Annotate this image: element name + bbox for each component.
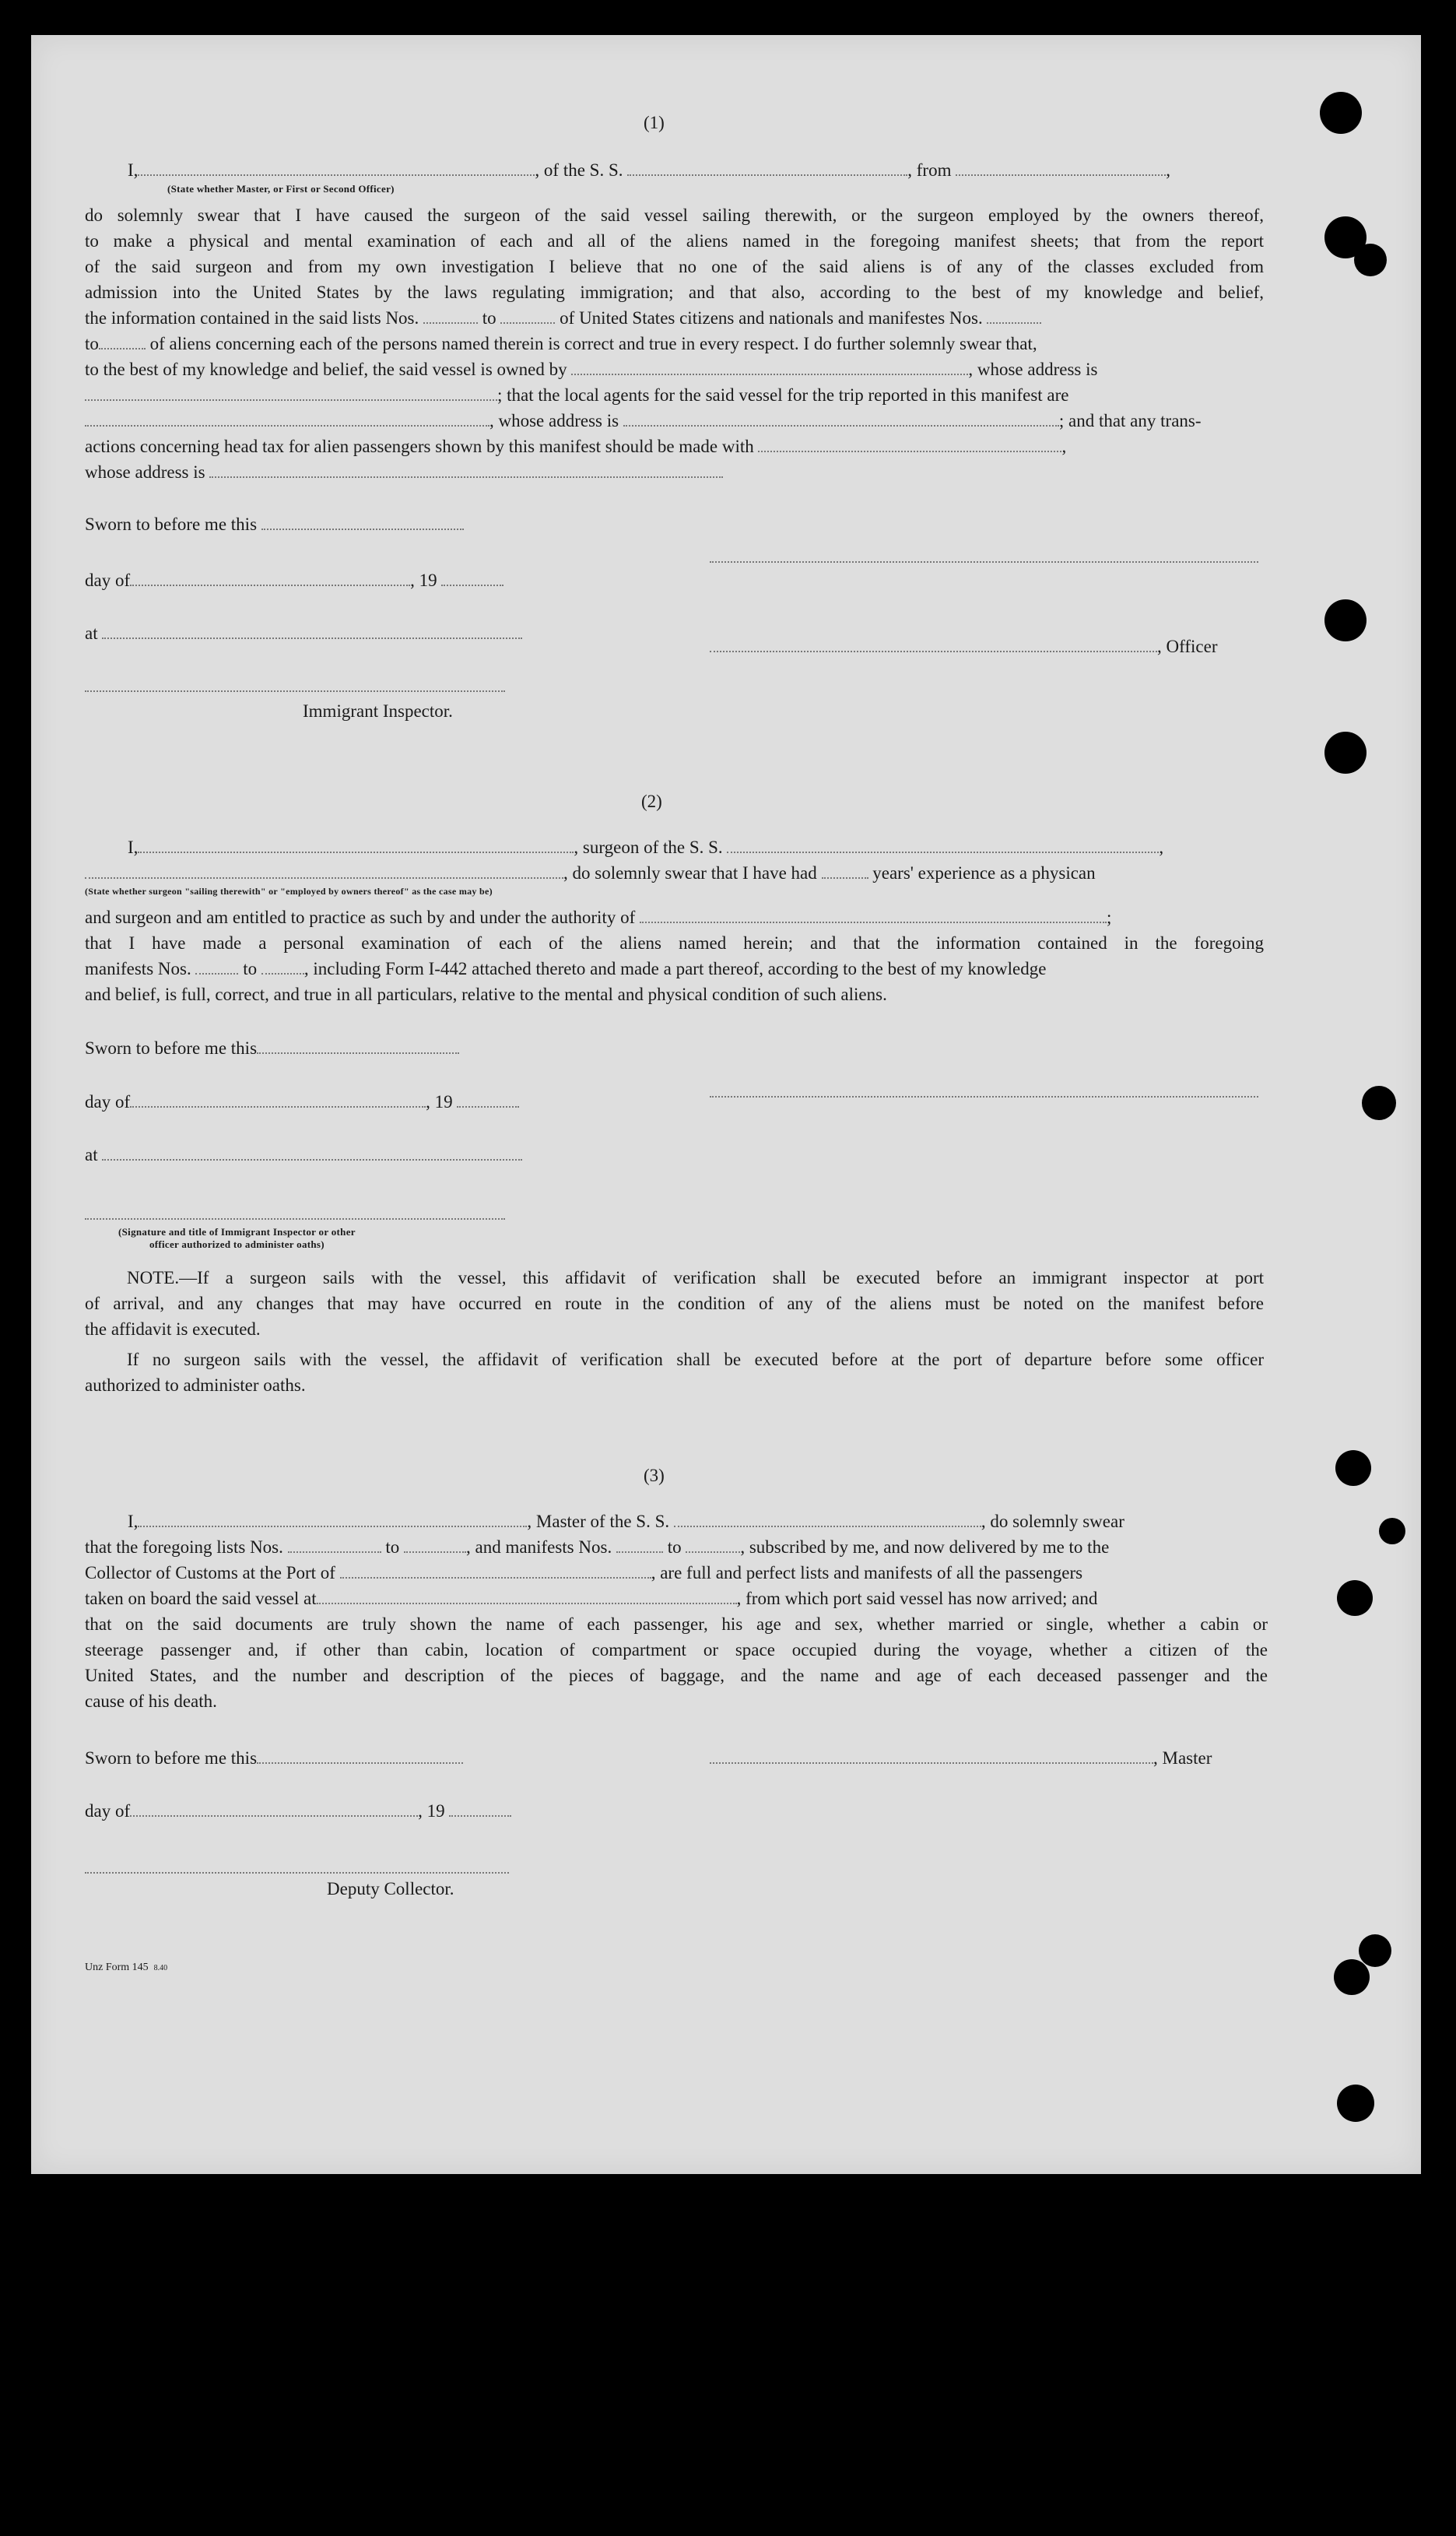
- section2-heading: (2): [641, 792, 662, 811]
- note-line-0: NOTE.—If a surgeon sails with the vessel, this affidavit of verification shall be executed before an immigrant inspector at port: [127, 1268, 1264, 1287]
- head-tax-label: actions concerning head tax for alien passengers shown by this manifest should be made with: [85, 437, 754, 456]
- section1-heading: (1): [644, 113, 665, 132]
- form-footer: [85, 1962, 167, 1974]
- officer-note: (State whether Master, or First or Second Officer): [167, 183, 395, 195]
- of-ss-label: , of the S. S.: [535, 160, 623, 180]
- authority-label: and surgeon and am entitled to practice as such by and under the authority of: [85, 908, 636, 927]
- at-label: at: [85, 1145, 98, 1164]
- agents-field[interactable]: [85, 411, 489, 427]
- master-label: , Master: [1153, 1748, 1212, 1768]
- s2-examination: that I have made a personal examination of each of the aliens named herein; and that the information contained in the foregoing: [85, 933, 1264, 953]
- inspector-signature-line[interactable]: [85, 690, 505, 692]
- s3-manifests-from-field[interactable]: [616, 1537, 663, 1553]
- s3-sworn: [85, 1745, 463, 1771]
- officer-title-field[interactable]: [710, 637, 1157, 652]
- sig-note-line-1: (Signature and title of Immigrant Inspector or other: [118, 1226, 356, 1238]
- day-of-label: day of: [85, 1092, 131, 1112]
- s3-body-1: steerage passenger and, if other than cabin, location of compartment or space occupied during the voyage, whether a citizen of the: [85, 1640, 1268, 1660]
- section3-heading: (3): [644, 1466, 665, 1485]
- form-code: 8.40: [153, 1964, 168, 1972]
- s2-authority: [85, 904, 1264, 930]
- s3-year-field[interactable]: [449, 1801, 511, 1817]
- s2-ss-field[interactable]: [727, 838, 1159, 853]
- punch-hole: [1335, 1450, 1371, 1486]
- s1-body-3: admission into the United States by the laws regulating immigration; and that also, according to the best of my knowledge and belief,: [85, 283, 1264, 302]
- s3-sworn-field[interactable]: [257, 1748, 463, 1764]
- years-label: years' experience as a physican: [872, 863, 1096, 883]
- s3-day: [85, 1798, 511, 1824]
- arrived-text: , from which port said vessel has now arrived; and: [736, 1589, 1098, 1608]
- year-label: , 19: [410, 571, 437, 590]
- master-signature-field[interactable]: [710, 1748, 1153, 1764]
- from-field[interactable]: [956, 160, 1166, 176]
- head-tax-field[interactable]: [758, 437, 1061, 452]
- s1-agent-address-line: [85, 408, 1264, 434]
- surgeon-note: (State whether surgeon "sailing therewith" or "employed by owners thereof" as the case may be): [85, 886, 493, 897]
- punch-hole: [1337, 2085, 1374, 2122]
- immigrant-inspector-label: Immigrant Inspector.: [303, 701, 453, 721]
- s1-day: [85, 567, 503, 593]
- s2-belief: and belief, is full, correct, and true in all particulars, relative to the mental and physical condition of such aliens.: [85, 985, 887, 1004]
- s2-line1: [128, 834, 1264, 860]
- s3-master: [710, 1745, 1212, 1771]
- authority-field[interactable]: [640, 908, 1107, 923]
- departure-port-field[interactable]: [317, 1589, 737, 1604]
- taken-label: taken on board the said vessel at: [85, 1589, 317, 1608]
- punch-hole: [1324, 732, 1367, 774]
- lists-nos-label: the information contained in the said lists Nos.: [85, 308, 419, 328]
- note-line-1: of arrival, and any changes that may have occurred en route in the condition of any of the aliens must be noted on the manifest before: [85, 1294, 1264, 1313]
- s2-at-field[interactable]: [102, 1145, 522, 1161]
- to-label: to: [85, 334, 99, 353]
- to-label: to: [482, 308, 496, 328]
- years-field[interactable]: [822, 863, 868, 879]
- s2-day: [85, 1089, 519, 1115]
- surgeon-name-field[interactable]: [138, 838, 574, 853]
- local-agents-label: ; that the local agents for the said vessel for the trip reported in this manifest are: [497, 385, 1069, 405]
- i-label: I,: [128, 1512, 139, 1531]
- surgeon-type-field[interactable]: [85, 863, 563, 879]
- sworn-label: Sworn to before me this: [85, 515, 258, 534]
- s3-lists-from-field[interactable]: [288, 1537, 381, 1553]
- punch-hole: [1320, 92, 1362, 134]
- at-label: at: [85, 623, 98, 643]
- s1-headtax-line: [85, 434, 1264, 459]
- note2-end: authorized to administer oaths.: [85, 1375, 306, 1395]
- note-end: the affidavit is executed.: [85, 1319, 261, 1339]
- s1-address3-line: [85, 459, 863, 485]
- s2-day-field[interactable]: [130, 1092, 426, 1108]
- sig-note: [118, 1226, 356, 1251]
- to-label: to: [243, 959, 258, 978]
- s3-line4: [85, 1586, 1268, 1611]
- s1-body-0: do solemnly swear that I have caused the surgeon of the said vessel sailing therewith, or the surgeon employed by the owners thereof,: [85, 205, 1264, 225]
- s1-officer: [710, 634, 1217, 659]
- port-field[interactable]: [340, 1563, 651, 1579]
- owned-by-label: to the best of my knowledge and belief, the said vessel is owned by: [85, 360, 567, 379]
- s3-line1: [128, 1509, 1264, 1534]
- s2-year-field[interactable]: [457, 1092, 519, 1108]
- s3-day-field[interactable]: [130, 1801, 418, 1817]
- day-of-label: day of: [85, 1801, 131, 1821]
- s2-manifests-from-field[interactable]: [195, 959, 238, 975]
- owner-field[interactable]: [571, 360, 968, 375]
- at-field[interactable]: [102, 623, 522, 639]
- s3-body-0: that on the said documents are truly shown the name of each passenger, his age and sex, whether married or single, whether a cabin or: [85, 1614, 1268, 1634]
- punch-hole: [1379, 1518, 1405, 1544]
- form-text: , including Form I-442 attached thereto and made a part thereof, according to the best of my knowledge: [303, 959, 1047, 978]
- year-label: , 19: [418, 1801, 445, 1821]
- day-of-label: day of: [85, 571, 131, 590]
- officer-signature-line[interactable]: [710, 561, 1258, 563]
- s1-agents-line: [85, 382, 1264, 408]
- lists-to-field[interactable]: [500, 308, 555, 324]
- s3-line3: [85, 1560, 1268, 1586]
- whose-address-label: , whose address is: [489, 411, 619, 430]
- sworn-label: Sworn to before me this: [85, 1748, 258, 1768]
- from-label: , from: [907, 160, 952, 180]
- to-label: to: [667, 1537, 682, 1557]
- section1-line1: [128, 157, 1264, 183]
- to-label: to: [385, 1537, 400, 1557]
- subscribed-text: , subscribed by me, and now delivered by me to the: [740, 1537, 1110, 1557]
- note2-line: If no surgeon sails with the vessel, the affidavit of verification shall be executed before at the port of departure before some officer: [127, 1350, 1264, 1369]
- s1-to-line: [85, 331, 1264, 357]
- s2-inspector-signature-line[interactable]: [85, 1218, 505, 1220]
- s2-sworn-field[interactable]: [257, 1038, 459, 1054]
- officer-label: , Officer: [1157, 637, 1218, 656]
- s3-body-end: cause of his death.: [85, 1691, 217, 1711]
- punch-hole: [1354, 244, 1387, 276]
- s1-lists-line: [85, 305, 1264, 331]
- manifests-nos-label: , and manifests Nos.: [466, 1537, 612, 1557]
- s2-manifests: [85, 956, 1264, 982]
- whose-address-label: , whose address is: [968, 360, 1098, 379]
- any-trans-label: ; and that any trans-: [1058, 411, 1202, 430]
- owner-address-field[interactable]: [85, 385, 497, 401]
- manifests-nos-label: of United States citizens and nationals and manifestes Nos.: [560, 308, 983, 328]
- sworn-label: Sworn to before me this: [85, 1038, 258, 1058]
- sworn-day-field[interactable]: [261, 515, 464, 530]
- s1-body-2: of the said surgeon and from my own investigation I believe that no one of the said aliens is of any of the classes excluded from: [85, 257, 1264, 276]
- i-label: I,: [128, 838, 139, 857]
- punch-hole: [1334, 1959, 1370, 1995]
- master-of-label: , Master of the S. S.: [527, 1512, 670, 1531]
- s2-manifests-to-field[interactable]: [261, 959, 304, 975]
- punch-hole: [1324, 599, 1367, 641]
- deputy-collector-label: Deputy Collector.: [327, 1879, 454, 1898]
- form-id: Unz Form 145: [85, 1962, 149, 1973]
- manifests-nos-label: manifests Nos.: [85, 959, 191, 978]
- s2-line2: [85, 860, 1268, 886]
- whose-address-label: whose address is: [85, 462, 205, 482]
- swear-label: , do solemnly swear: [981, 1512, 1124, 1531]
- comma: ,: [1166, 160, 1170, 180]
- s2-sworn: [85, 1035, 459, 1061]
- surgeon-of-label: , surgeon of the S. S.: [574, 838, 723, 857]
- collector-signature-line[interactable]: [85, 1872, 509, 1874]
- s1-body-1: to make a physical and mental examination of each and all of the aliens named in the foregoing manifest sheets; that from the report: [85, 231, 1264, 251]
- full-lists-text: , are full and perfect lists and manifests of all the passengers: [651, 1563, 1083, 1582]
- punch-hole: [1337, 1580, 1373, 1616]
- s1-sworn: [85, 511, 464, 537]
- lists-from-field[interactable]: [423, 308, 478, 324]
- comma: ,: [1159, 838, 1164, 857]
- surgeon-signature-line[interactable]: [710, 1096, 1258, 1098]
- s3-body-2: United States, and the number and description of the pieces of baggage, and the name and age of each deceased passenger and the: [85, 1666, 1268, 1685]
- manifests-from-field[interactable]: [987, 308, 1041, 324]
- ss-field[interactable]: [627, 160, 907, 176]
- s3-manifests-to-field[interactable]: [686, 1537, 740, 1553]
- punch-hole: [1359, 1934, 1391, 1967]
- s3-ss-field[interactable]: [674, 1512, 981, 1527]
- master-name-field[interactable]: [138, 1512, 527, 1527]
- year-field[interactable]: [441, 571, 503, 586]
- lists-nos-label: that the foregoing lists Nos.: [85, 1537, 283, 1557]
- s2-at: [85, 1142, 522, 1168]
- agents-address-field[interactable]: [623, 411, 1059, 427]
- head-tax-address-field[interactable]: [209, 462, 723, 478]
- to-rest-text: of aliens concerning each of the persons named therein is correct and true in every respect. I do further solemnly swear that,: [149, 334, 1037, 353]
- day-of-field[interactable]: [130, 571, 410, 586]
- s1-at: [85, 620, 522, 646]
- swear-label: , do solemnly swear that I have had: [563, 863, 817, 883]
- officer-field[interactable]: [138, 160, 535, 176]
- s3-line2: [85, 1534, 1268, 1560]
- s3-lists-to-field[interactable]: [404, 1537, 466, 1553]
- i-label: I,: [128, 160, 139, 180]
- comma: ,: [1061, 437, 1067, 456]
- form-page: [31, 35, 1421, 2174]
- manifests-to-field[interactable]: [99, 334, 146, 349]
- semicolon: ;: [1107, 908, 1112, 927]
- punch-hole: [1362, 1086, 1396, 1120]
- s1-owned-line: [85, 357, 1264, 382]
- sig-note-line-2: officer authorized to administer oaths): [149, 1238, 325, 1250]
- collector-label: Collector of Customs at the Port of: [85, 1563, 335, 1582]
- year-label: , 19: [426, 1092, 453, 1112]
